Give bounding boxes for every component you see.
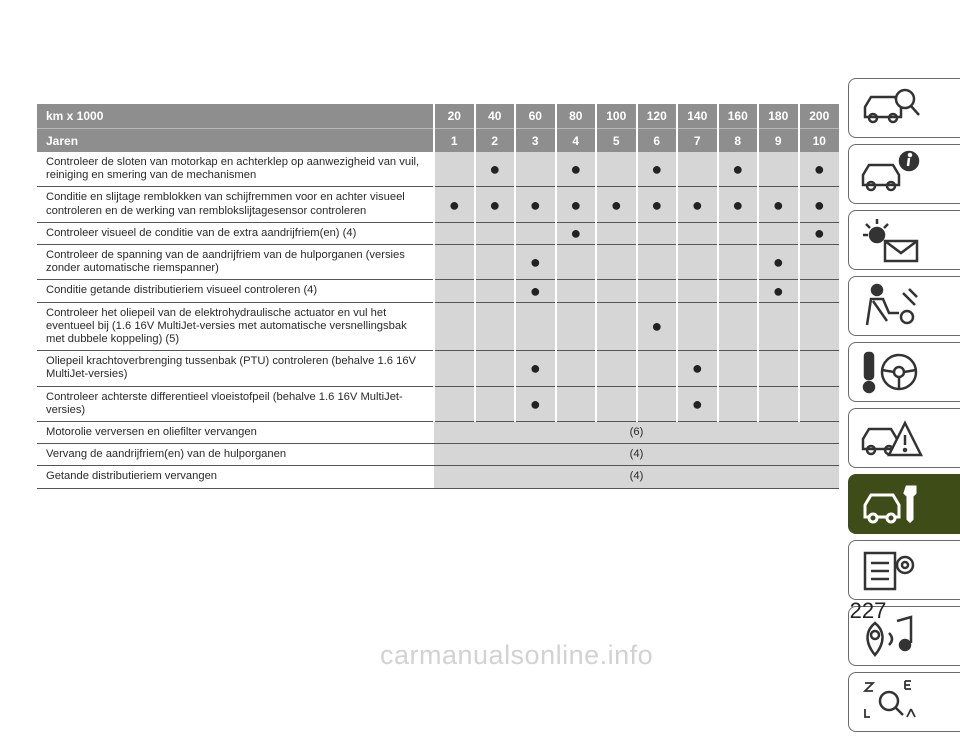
service-mark: ● bbox=[515, 187, 556, 222]
year-header-cell: 1 bbox=[434, 129, 475, 153]
year-header-cell: 8 bbox=[718, 129, 759, 153]
km-header-row bbox=[37, 104, 839, 129]
km-header-cell: 120 bbox=[637, 104, 678, 129]
table-row bbox=[37, 422, 839, 444]
alphabetical-index-icon bbox=[859, 677, 923, 727]
service-mark: ● bbox=[677, 386, 718, 421]
warning-light-message-icon bbox=[859, 215, 923, 265]
empty-cell bbox=[637, 351, 678, 386]
empty-cell bbox=[758, 222, 799, 244]
empty-cell bbox=[637, 386, 678, 421]
km-header-cell: 180 bbox=[758, 104, 799, 129]
table-row bbox=[37, 187, 839, 222]
km-header-cell: 20 bbox=[434, 104, 475, 129]
interval-note: (4) bbox=[434, 466, 839, 488]
empty-cell bbox=[799, 245, 840, 280]
years-header-row bbox=[37, 129, 839, 153]
tab-servicing-maintenance[interactable] bbox=[848, 474, 960, 534]
maintenance-task: Controleer het oliepeil van de elektrohydraulische actuator en vul het eventueel bij (1.6 16V MultiJet-versies met automatische versnellingsbak met dubbele koppeling) (5) bbox=[37, 302, 434, 351]
service-mark: ● bbox=[515, 351, 556, 386]
service-mark: ● bbox=[637, 152, 678, 187]
empty-cell bbox=[596, 222, 637, 244]
km-header-cell: 100 bbox=[596, 104, 637, 129]
empty-cell bbox=[556, 302, 597, 351]
interval-note: (4) bbox=[434, 444, 839, 466]
year-header-cell: 2 bbox=[475, 129, 516, 153]
service-mark: ● bbox=[799, 222, 840, 244]
tab-technical-specifications[interactable] bbox=[848, 540, 960, 600]
tab-car-info[interactable] bbox=[848, 144, 960, 204]
maintenance-task: Conditie getande distributieriem visueel controleren (4) bbox=[37, 280, 434, 302]
km-header-cell: 80 bbox=[556, 104, 597, 129]
empty-cell bbox=[596, 302, 637, 351]
year-header-cell: 7 bbox=[677, 129, 718, 153]
km-header-cell: 200 bbox=[799, 104, 840, 129]
seat-safety-icon bbox=[859, 281, 923, 331]
tab-starting-driving[interactable] bbox=[848, 342, 960, 402]
service-mark: ● bbox=[677, 351, 718, 386]
car-wrench-icon bbox=[859, 479, 923, 529]
empty-cell bbox=[596, 386, 637, 421]
watermark: carmanualsonline.info bbox=[380, 640, 654, 670]
year-header-cell: 3 bbox=[515, 129, 556, 153]
empty-cell bbox=[596, 245, 637, 280]
table-row bbox=[37, 351, 839, 386]
empty-cell bbox=[475, 280, 516, 302]
km-header-cell: 160 bbox=[718, 104, 759, 129]
service-mark: ● bbox=[515, 245, 556, 280]
empty-cell bbox=[718, 351, 759, 386]
table-row bbox=[37, 444, 839, 466]
empty-cell bbox=[677, 302, 718, 351]
empty-cell bbox=[434, 280, 475, 302]
service-mark: ● bbox=[556, 187, 597, 222]
page-number: 227 bbox=[849, 598, 887, 623]
chapter-tabs-sidebar bbox=[848, 78, 960, 738]
table-row bbox=[37, 222, 839, 244]
service-mark: ● bbox=[637, 187, 678, 222]
empty-cell bbox=[718, 302, 759, 351]
empty-cell bbox=[799, 280, 840, 302]
maintenance-task: Controleer visueel de conditie van de extra aandrijfriem(en) (4) bbox=[37, 222, 434, 244]
year-header-cell: 6 bbox=[637, 129, 678, 153]
empty-cell bbox=[637, 280, 678, 302]
empty-cell bbox=[515, 152, 556, 187]
empty-cell bbox=[556, 245, 597, 280]
empty-cell bbox=[677, 152, 718, 187]
empty-cell bbox=[434, 222, 475, 244]
empty-cell bbox=[475, 245, 516, 280]
maintenance-task: Controleer achterste differentieel vloeistofpeil (behalve 1.6 16V MultiJet-versies) bbox=[37, 386, 434, 421]
empty-cell bbox=[475, 302, 516, 351]
service-mark: ● bbox=[799, 152, 840, 187]
service-mark: ● bbox=[718, 152, 759, 187]
empty-cell bbox=[475, 386, 516, 421]
service-mark: ● bbox=[556, 222, 597, 244]
empty-cell bbox=[475, 351, 516, 386]
empty-cell bbox=[556, 351, 597, 386]
steering-wheel-icon bbox=[859, 347, 923, 397]
maintenance-task: Conditie en slijtage remblokken van schijfremmen voor en achter visueel controleren en de werking van remblokslijtagesensor controleren bbox=[37, 187, 434, 222]
interval-note: (6) bbox=[434, 422, 839, 444]
table-row bbox=[37, 152, 839, 187]
specifications-gear-icon bbox=[859, 545, 923, 595]
empty-cell bbox=[556, 280, 597, 302]
years-header-label: Jaren bbox=[37, 129, 434, 153]
service-mark: ● bbox=[475, 152, 516, 187]
service-mark: ● bbox=[758, 280, 799, 302]
empty-cell bbox=[596, 351, 637, 386]
empty-cell bbox=[677, 280, 718, 302]
service-mark: ● bbox=[596, 187, 637, 222]
maintenance-schedule-table bbox=[37, 104, 839, 489]
table-row bbox=[37, 302, 839, 351]
year-header-cell: 4 bbox=[556, 129, 597, 153]
service-mark: ● bbox=[556, 152, 597, 187]
service-mark: ● bbox=[515, 386, 556, 421]
car-search-icon bbox=[859, 83, 923, 133]
empty-cell bbox=[718, 280, 759, 302]
empty-cell bbox=[515, 302, 556, 351]
empty-cell bbox=[637, 222, 678, 244]
service-mark: ● bbox=[475, 187, 516, 222]
maintenance-task: Motorolie verversen en oliefilter vervangen bbox=[37, 422, 434, 444]
table-row bbox=[37, 280, 839, 302]
empty-cell bbox=[799, 386, 840, 421]
service-mark: ● bbox=[799, 187, 840, 222]
empty-cell bbox=[758, 152, 799, 187]
empty-cell bbox=[758, 351, 799, 386]
table-row bbox=[37, 466, 839, 488]
km-header-cell: 40 bbox=[475, 104, 516, 129]
empty-cell bbox=[758, 386, 799, 421]
km-header-label: km x 1000 bbox=[37, 104, 434, 129]
empty-cell bbox=[434, 152, 475, 187]
km-header-cell: 60 bbox=[515, 104, 556, 129]
tab-index[interactable] bbox=[848, 672, 960, 732]
tab-car-search[interactable] bbox=[848, 78, 960, 138]
empty-cell bbox=[475, 222, 516, 244]
service-mark: ● bbox=[677, 187, 718, 222]
service-mark: ● bbox=[637, 302, 678, 351]
tab-emergency[interactable] bbox=[848, 408, 960, 468]
empty-cell bbox=[758, 302, 799, 351]
car-info-icon bbox=[859, 149, 923, 199]
table-row bbox=[37, 386, 839, 421]
empty-cell bbox=[434, 302, 475, 351]
maintenance-task: Getande distributieriem vervangen bbox=[37, 466, 434, 488]
maintenance-task: Vervang de aandrijfriem(en) van de hulporganen bbox=[37, 444, 434, 466]
year-header-cell: 5 bbox=[596, 129, 637, 153]
service-mark: ● bbox=[434, 187, 475, 222]
table-row bbox=[37, 245, 839, 280]
empty-cell bbox=[718, 222, 759, 244]
empty-cell bbox=[434, 351, 475, 386]
year-header-cell: 9 bbox=[758, 129, 799, 153]
empty-cell bbox=[718, 245, 759, 280]
maintenance-task: Controleer de sloten van motorkap en achterklep op aanwezigheid van vuil, reiniging en smering van de mechanismen bbox=[37, 152, 434, 187]
maintenance-task: Oliepeil krachtoverbrenging tussenbak (PTU) controleren (behalve 1.6 16V MultiJet-versies) bbox=[37, 351, 434, 386]
empty-cell bbox=[677, 222, 718, 244]
empty-cell bbox=[596, 280, 637, 302]
empty-cell bbox=[556, 386, 597, 421]
empty-cell bbox=[515, 222, 556, 244]
tab-warning-lights[interactable] bbox=[848, 210, 960, 270]
tab-safety[interactable] bbox=[848, 276, 960, 336]
empty-cell bbox=[799, 351, 840, 386]
service-mark: ● bbox=[758, 187, 799, 222]
year-header-cell: 10 bbox=[799, 129, 840, 153]
empty-cell bbox=[799, 302, 840, 351]
service-mark: ● bbox=[718, 187, 759, 222]
empty-cell bbox=[718, 386, 759, 421]
service-mark: ● bbox=[515, 280, 556, 302]
empty-cell bbox=[677, 245, 718, 280]
service-mark: ● bbox=[758, 245, 799, 280]
car-hazard-icon bbox=[859, 413, 923, 463]
empty-cell bbox=[434, 386, 475, 421]
empty-cell bbox=[434, 245, 475, 280]
empty-cell bbox=[596, 152, 637, 187]
maintenance-task: Controleer de spanning van de aandrijfriem van de hulporganen (versies zonder automatische riemspanner) bbox=[37, 245, 434, 280]
km-header-cell: 140 bbox=[677, 104, 718, 129]
empty-cell bbox=[637, 245, 678, 280]
